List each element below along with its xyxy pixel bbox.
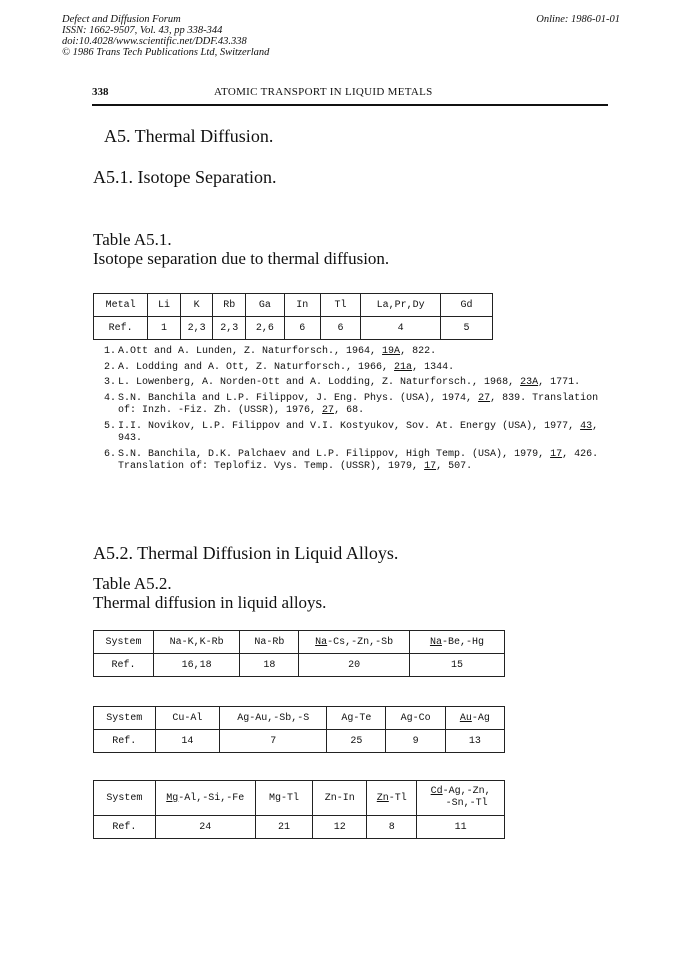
table-row bbox=[94, 781, 505, 816]
table-cell: 15 bbox=[409, 654, 504, 677]
issn-line: ISSN: 1662-9507, Vol. 43, pp 338-344 bbox=[62, 25, 223, 36]
page-number: 338 bbox=[92, 86, 109, 98]
table-cell: 11 bbox=[417, 816, 505, 839]
table-a52-part1 bbox=[93, 630, 505, 677]
table-cell: 6 bbox=[284, 317, 320, 340]
table-cell: 18 bbox=[240, 654, 299, 677]
table-cell: Zn-In bbox=[313, 781, 367, 816]
table-cell: Na-K,K-Rb bbox=[153, 631, 239, 654]
publication-metadata bbox=[62, 14, 269, 58]
reference-item bbox=[104, 421, 604, 446]
table-cell: Rb bbox=[213, 294, 246, 317]
table-cell: Ag-Co bbox=[386, 707, 445, 730]
table-cell: 6 bbox=[320, 317, 360, 340]
reference-number: 6. bbox=[104, 448, 117, 460]
underlined-element: Au bbox=[459, 712, 472, 724]
table-cell: 12 bbox=[313, 816, 367, 839]
table-cell: 1 bbox=[148, 317, 180, 340]
reference-number: 1. bbox=[104, 346, 117, 357]
table-a52-part3 bbox=[93, 780, 505, 839]
reference-text: A.Ott and A. Lunden, Z. Naturforsch., 1964, 19A, 822. bbox=[118, 346, 437, 357]
reference-item bbox=[104, 362, 604, 375]
table-cell: Gd bbox=[441, 294, 493, 317]
table-cell: System bbox=[94, 781, 156, 816]
table-cell: 21 bbox=[255, 816, 313, 839]
table-cell: 14 bbox=[155, 730, 220, 753]
table-row bbox=[94, 730, 505, 753]
table-cell: Ref. bbox=[94, 816, 156, 839]
underlined-element: Cd bbox=[430, 786, 443, 797]
table-cell: 13 bbox=[445, 730, 504, 753]
table-cell: Li bbox=[148, 294, 180, 317]
table-cell: Ref. bbox=[94, 317, 148, 340]
table-cell: Ga bbox=[246, 294, 284, 317]
table-cell: Metal bbox=[94, 294, 148, 317]
table-cell: Cd-Ag,-Zn, -Sn,-Tl bbox=[417, 781, 505, 816]
running-head-title: ATOMIC TRANSPORT IN LIQUID METALS bbox=[214, 86, 433, 98]
table-a52-label: Table A5.2. bbox=[93, 574, 172, 593]
table-cell: Na-Cs,-Zn,-Sb bbox=[299, 631, 409, 654]
table-cell: Mg-Tl bbox=[255, 781, 313, 816]
table-a51 bbox=[93, 293, 493, 340]
doi-line: doi:10.4028/www.scientific.net/DDF.43.338 bbox=[62, 36, 247, 47]
table-a52-title bbox=[93, 574, 326, 612]
online-date: Online: 1986-01-01 bbox=[536, 14, 620, 25]
table-row bbox=[94, 317, 493, 340]
reference-item bbox=[104, 393, 604, 418]
table-row bbox=[94, 816, 505, 839]
table-cell: 2,6 bbox=[246, 317, 284, 340]
table-cell: 20 bbox=[299, 654, 409, 677]
table-cell: 7 bbox=[220, 730, 327, 753]
table-cell: 2,3 bbox=[213, 317, 246, 340]
table-cell: 8 bbox=[367, 816, 417, 839]
table-row bbox=[94, 631, 505, 654]
table-cell: In bbox=[284, 294, 320, 317]
reference-text: L. Lowenberg, A. Norden-Ott and A. Lodding, Z. Naturforsch., 1968, 23A, 1771. bbox=[118, 377, 581, 388]
reference-text: I.I. Novikov, L.P. Filippov and V.I. Kostyukov, Sov. At. Energy (USA), 1977, 43, 943. bbox=[118, 420, 599, 444]
table-row bbox=[94, 294, 493, 317]
table-a52-caption: Thermal diffusion in liquid alloys. bbox=[93, 593, 327, 612]
reference-item bbox=[104, 449, 604, 474]
table-cell: 24 bbox=[155, 816, 255, 839]
reference-list bbox=[104, 346, 604, 477]
table-cell: Ag-Au,-Sb,-S bbox=[220, 707, 327, 730]
table-cell: La,Pr,Dy bbox=[361, 294, 441, 317]
reference-number: 3. bbox=[104, 377, 117, 388]
table-cell: Na-Be,-Hg bbox=[409, 631, 504, 654]
section-heading-a52: A5.2. Thermal Diffusion in Liquid Alloys. bbox=[93, 543, 399, 563]
table-a51-title bbox=[93, 230, 389, 268]
table-row bbox=[94, 654, 505, 677]
table-cell: Mg-Al,-Si,-Fe bbox=[155, 781, 255, 816]
table-row bbox=[94, 707, 505, 730]
underlined-element: Mg bbox=[166, 792, 179, 804]
table-cell: System bbox=[94, 631, 154, 654]
table-cell: 9 bbox=[386, 730, 445, 753]
table-cell: Ref. bbox=[94, 730, 156, 753]
table-cell: 2,3 bbox=[180, 317, 213, 340]
table-cell: Au-Ag bbox=[445, 707, 504, 730]
table-cell: Ref. bbox=[94, 654, 154, 677]
table-cell: 4 bbox=[361, 317, 441, 340]
table-cell: Zn-Tl bbox=[367, 781, 417, 816]
reference-text: S.N. Banchila, D.K. Palchaev and L.P. Filippov, High Temp. (USA), 1979, 17, 426. Translation of: Teplofiz. Vys. Temp. (USSR), 1979, 17, 507. bbox=[118, 448, 599, 472]
table-cell: Tl bbox=[320, 294, 360, 317]
reference-item bbox=[104, 377, 604, 390]
reference-item bbox=[104, 346, 604, 359]
journal-name: Defect and Diffusion Forum bbox=[62, 14, 181, 25]
underlined-element: Zn bbox=[376, 792, 389, 804]
copyright-line: © 1986 Trans Tech Publications Ltd, Switzerland bbox=[62, 47, 270, 58]
reference-number: 5. bbox=[104, 420, 117, 432]
reference-number: 4. bbox=[104, 392, 117, 404]
table-cell: K bbox=[180, 294, 213, 317]
running-head bbox=[92, 86, 608, 106]
table-cell: Na-Rb bbox=[240, 631, 299, 654]
underlined-element: Na bbox=[315, 636, 328, 648]
table-a51-label: Table A5.1. bbox=[93, 230, 172, 249]
reference-text: S.N. Banchila and L.P. Filippov, J. Eng. Phys. (USA), 1974, 27, 839. Translation of: Inzh. -Fiz. Zh. (USSR), 1976, 27, 68. bbox=[118, 392, 599, 416]
table-a51-caption: Isotope separation due to thermal diffusion. bbox=[93, 249, 390, 268]
section-heading-a5: A5. Thermal Diffusion. bbox=[104, 126, 274, 146]
table-cell: System bbox=[94, 707, 156, 730]
table-a52-part2 bbox=[93, 706, 505, 753]
underlined-element: Na bbox=[429, 636, 442, 648]
table-cell: 25 bbox=[327, 730, 386, 753]
table-cell: Cu-Al bbox=[155, 707, 220, 730]
reference-number: 2. bbox=[104, 361, 117, 373]
table-cell: 16,18 bbox=[153, 654, 239, 677]
section-heading-a51: A5.1. Isotope Separation. bbox=[93, 167, 277, 187]
table-cell: Ag-Te bbox=[327, 707, 386, 730]
reference-text: A. Lodding and A. Ott, Z. Naturforsch., 1966, 21a, 1344. bbox=[118, 361, 455, 373]
table-cell: 5 bbox=[441, 317, 493, 340]
